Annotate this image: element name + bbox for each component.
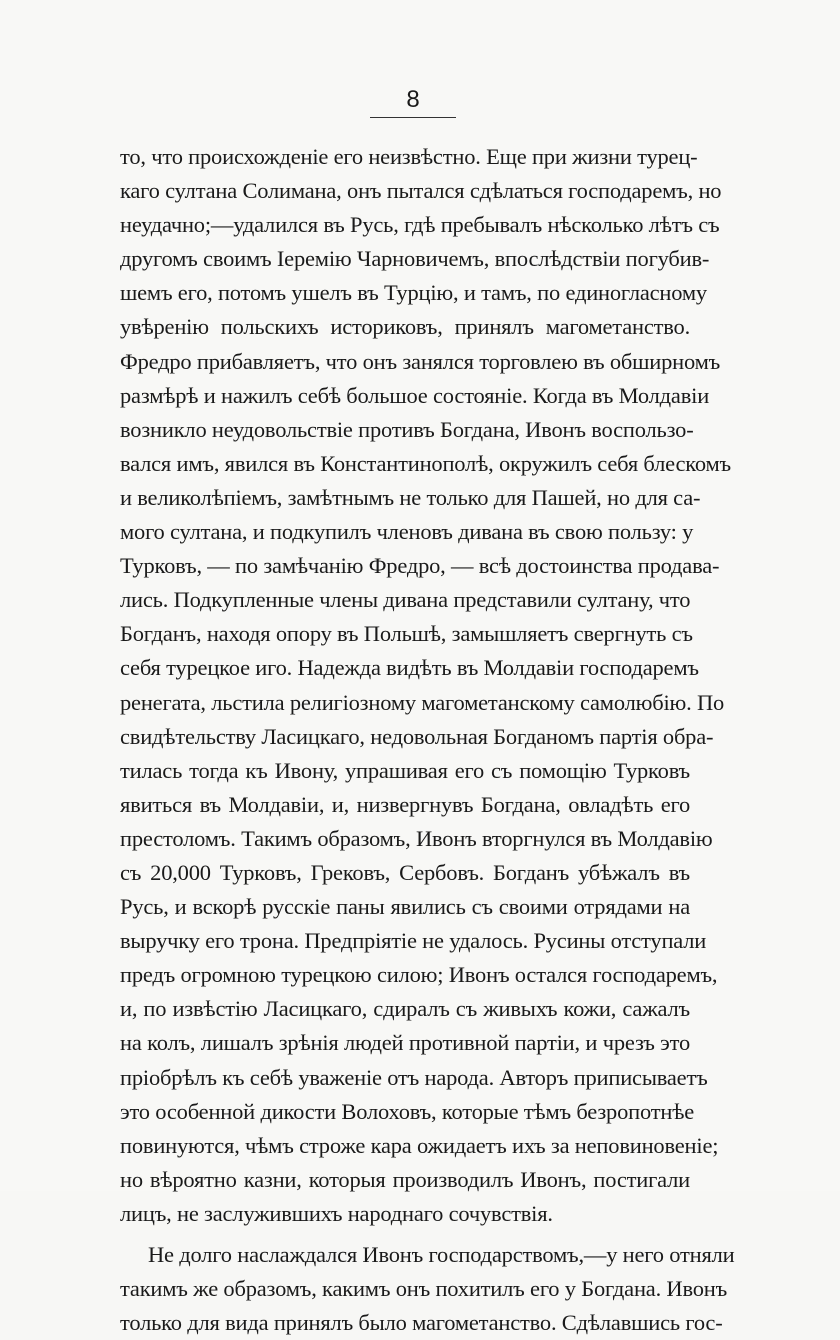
text-line: и, по извѣстію Ласицкаго, сдиралъ съ живыхъ кожи, сажалъ [120, 996, 690, 1022]
text-line: пріобрѣлъ къ себѣ уваженіе отъ народа. Авторъ приписываетъ [120, 1064, 708, 1090]
text-line: Не долго наслаждался Ивонъ господарствомъ,—у него отняли [148, 1242, 735, 1267]
text-line: на колъ, лишалъ зрѣнія людей противной партіи, и чрезъ это [120, 1030, 690, 1056]
text-line: Турковъ, — по замѣчанію Фредро, — всѣ достоинства продава- [120, 553, 720, 579]
text-line: это особенной дикости Волоховъ, которые тѣмъ безропотнѣе [120, 1098, 695, 1124]
text-line: только для вида принялъ было магометанство. Сдѣлавшись гос- [120, 1310, 723, 1336]
body-text [120, 140, 735, 1340]
text-line: неудачно;—удалился въ Русь, гдѣ пребывалъ нѣсколько лѣтъ съ [120, 212, 720, 238]
text-line: ренегата, льстила религіозному магометанскому самолюбію. По [120, 689, 725, 715]
text-line: мого султана, и подкупилъ членовъ дивана въ свою пользу: у [120, 519, 694, 545]
text-line: Русь, и вскорѣ русскіе паны явились съ своими отрядами на [120, 894, 690, 920]
text-line: себя турецкое иго. Надежда видѣть въ Молдавіи господаремъ [120, 655, 699, 681]
text-line: такимъ же образомъ, какимъ онъ похитилъ его у Богдана. Ивонъ [120, 1276, 728, 1302]
text-line: тилась тогда къ Ивону, упрашивая его съ помощію Турковъ [120, 757, 690, 783]
text-line: предъ огромною турецкою силою; Ивонъ остался господаремъ, [120, 962, 718, 988]
text-line: увѣренію польскихъ историковъ, принялъ магометанство. [120, 314, 690, 340]
text-line: другомъ своимъ Іеремію Чарновичемъ, впослѣдствіи погубив- [120, 246, 710, 272]
text-line: Богданъ, находя опору въ Польшѣ, замышляетъ свергнуть съ [120, 621, 693, 647]
text-line: размѣрѣ и нажилъ себѣ большое состояніе. Когда въ Молдавіи [120, 382, 710, 408]
text-line: повинуются, чѣмъ строже кара ожидаетъ ихъ за неповиновеніе; [120, 1132, 719, 1158]
text-line: каго султана Солимана, онъ пытался сдѣлаться господаремъ, но [120, 178, 722, 204]
text-line: съ 20,000 Турковъ, Грековъ, Сербовъ. Богданъ убѣжалъ въ [120, 859, 690, 885]
text-line: свидѣтельству Ласицкаго, недовольная Богданомъ партія обра- [120, 723, 714, 749]
header-rule [370, 117, 456, 118]
paragraph-gap [120, 1231, 690, 1238]
text-line: лицъ, не заслужившихъ народнаго сочувствія. [120, 1200, 553, 1226]
text-line: Фредро прибавляетъ, что онъ занялся торговлею въ обширномъ [120, 348, 721, 374]
text-line: престоломъ. Такимъ образомъ, Ивонъ вторгнулся въ Молдавію [120, 825, 713, 851]
text-line: вался имъ, явился въ Константинополѣ, окружилъ себя блескомъ [120, 450, 731, 476]
text-line: явиться въ Молдавіи, и, низвергнувъ Богдана, овладѣть его [120, 791, 690, 817]
text-line: лись. Подкупленные члены дивана представили султану, что [120, 587, 691, 613]
text-line: шемъ его, потомъ ушелъ въ Турцію, и тамъ, по единогласному [120, 280, 707, 306]
text-line: но вѣроятно казни, которыя производилъ Ивонъ, постигали [120, 1166, 690, 1192]
text-line: то, что происхожденіе его неизвѣстно. Еще при жизни турец- [120, 144, 698, 169]
text-line: возникло неудовольствіе противъ Богдана, Ивонъ воспользо- [120, 416, 694, 442]
text-line: и великолѣпіемъ, замѣтнымъ не только для Пашей, но для са- [120, 484, 701, 510]
text-line: выручку его трона. Предпріятіе не удалось. Русины отступали [120, 928, 707, 954]
page-header [370, 88, 456, 122]
page-number: 8 [406, 86, 420, 113]
